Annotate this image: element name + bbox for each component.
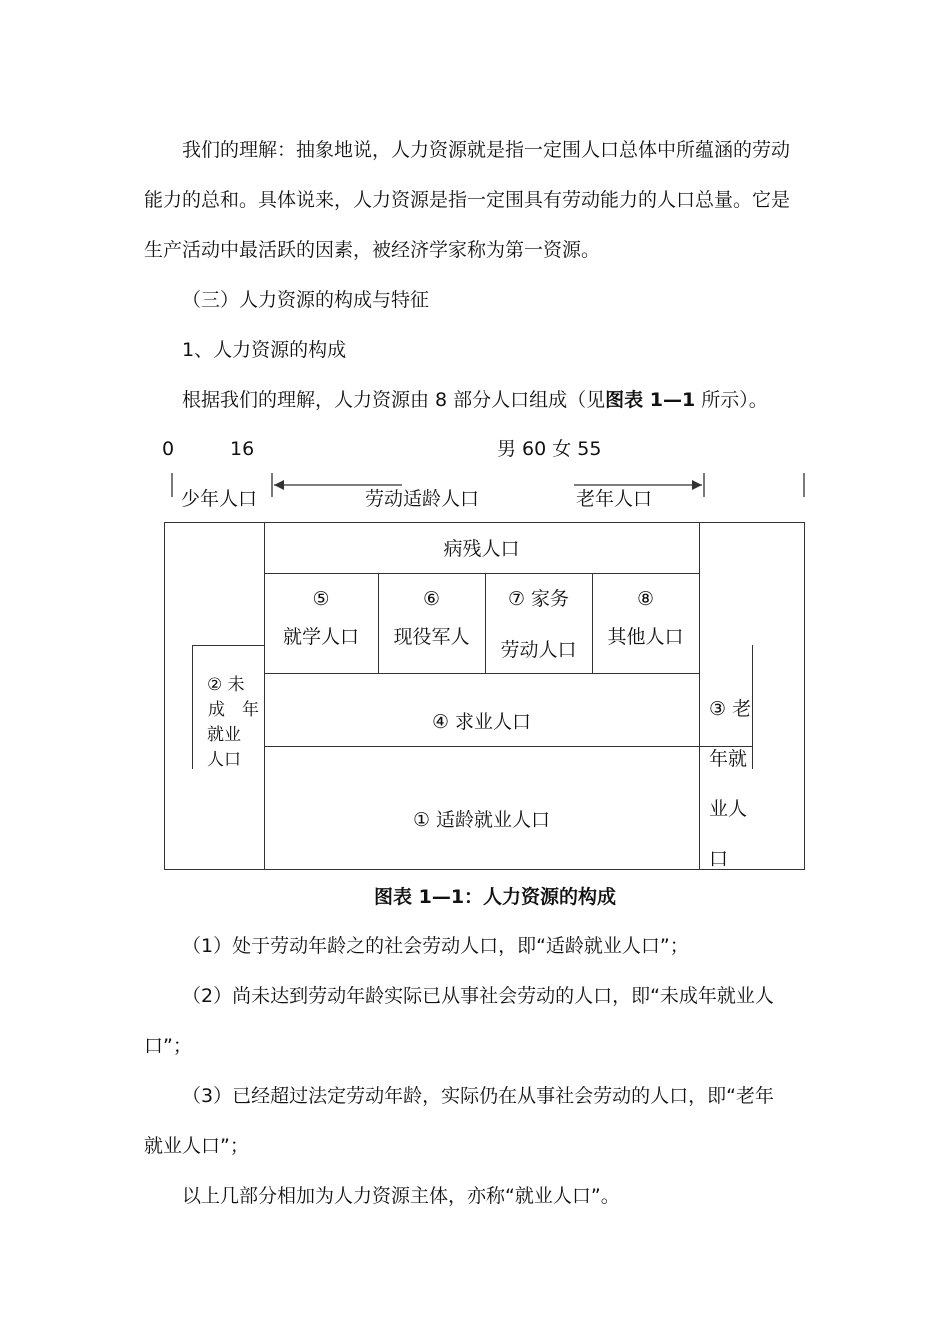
item-1: （1）处于劳动年龄之的社会劳动人口，即“适龄就业人口”；	[182, 935, 689, 957]
arrow-head-left	[274, 480, 284, 490]
section-heading: （三）人力资源的构成与特征	[182, 289, 430, 311]
item-3-line-2: 就业人口”；	[144, 1135, 249, 1157]
paragraph-1-line-2: 能力的总和。具体说来，人力资源是指一定围具有劳动能力的人口总量。它是	[144, 189, 791, 211]
cell-3-line-2: 年就	[709, 748, 748, 770]
intro-text-before: 根据我们的理解，人力资源由 8 部分人口组成（见	[182, 389, 606, 411]
label-youth-population: 少年人口	[181, 488, 258, 510]
bracket-underage-side	[192, 645, 193, 769]
cell-7-housework-line-2: 劳动人口	[500, 639, 577, 661]
cell-6-military: 现役军人	[393, 626, 470, 648]
arrow-head-right	[692, 480, 702, 490]
age-label-retirement: 男 60 女 55	[497, 438, 602, 460]
divider-row-2	[264, 673, 699, 674]
cell-7-housework-line-1: ⑦ 家务	[507, 588, 570, 610]
divider-row-3	[264, 746, 699, 747]
cell-8-others: 其他人口	[607, 626, 684, 648]
cell-5-number: ⑤	[312, 588, 330, 610]
paragraph-1-line-1: 我们的理解：抽象地说，人力资源就是指一定围人口总体中所蕴涵的劳动	[182, 139, 791, 161]
age-label-0: 0	[162, 438, 175, 460]
item-3-line-1: （3）已经超过法定劳动年龄，实际仍在从事社会劳动的人口，即“老年	[182, 1085, 774, 1107]
bracket-elderly-side	[752, 645, 753, 769]
label-working-age-population: 劳动适龄人口	[365, 488, 480, 510]
bracket-underage-top	[192, 645, 264, 646]
sub-heading: 1、人力资源的构成	[182, 339, 347, 361]
intro-text-after: 所示）。	[695, 389, 768, 411]
cell-6-number: ⑥	[422, 588, 441, 610]
summary-paragraph: 以上几部分相加为人力资源主体，亦称“就业人口”。	[182, 1185, 620, 1207]
cell-disabled-population: 病残人口	[443, 538, 520, 560]
cell-2-underage-employed	[207, 673, 259, 773]
cell-8-number: ⑧	[636, 588, 655, 610]
cell-2-line-4: 人口	[207, 750, 241, 770]
age-label-16: 16	[230, 438, 255, 460]
figure-reference: 图表 1—1	[605, 389, 696, 411]
cell-3-elderly-employed	[709, 684, 751, 884]
cell-2-line-3: 就业	[207, 725, 241, 745]
cell-2-line-2: 成 年	[208, 700, 259, 720]
cell-3-line-3: 业人	[709, 798, 748, 820]
cell-2-line-1: ② 未	[207, 675, 245, 695]
label-elderly-population: 老年人口	[576, 488, 653, 510]
cell-4-job-seekers: ④ 求业人口	[431, 711, 532, 733]
item-2-line-2: 口”；	[144, 1035, 192, 1057]
divider-row-1	[264, 573, 699, 574]
item-2-line-1: （2）尚未达到劳动年龄实际已从事社会劳动的人口，即“未成年就业人	[182, 985, 774, 1007]
figure-caption: 图表 1—1：人力资源的构成	[374, 886, 617, 908]
divider-right-column	[699, 522, 700, 870]
cell-1-working-age-employed: ① 适龄就业人口	[412, 809, 551, 831]
cell-3-line-1: ③ 老	[709, 698, 752, 720]
cell-3-line-4: 口	[709, 848, 729, 870]
paragraph-1-line-3: 生产活动中最活跃的因素，被经济学家称为第一资源。	[144, 239, 601, 261]
cell-5-students: 就学人口	[282, 626, 359, 648]
